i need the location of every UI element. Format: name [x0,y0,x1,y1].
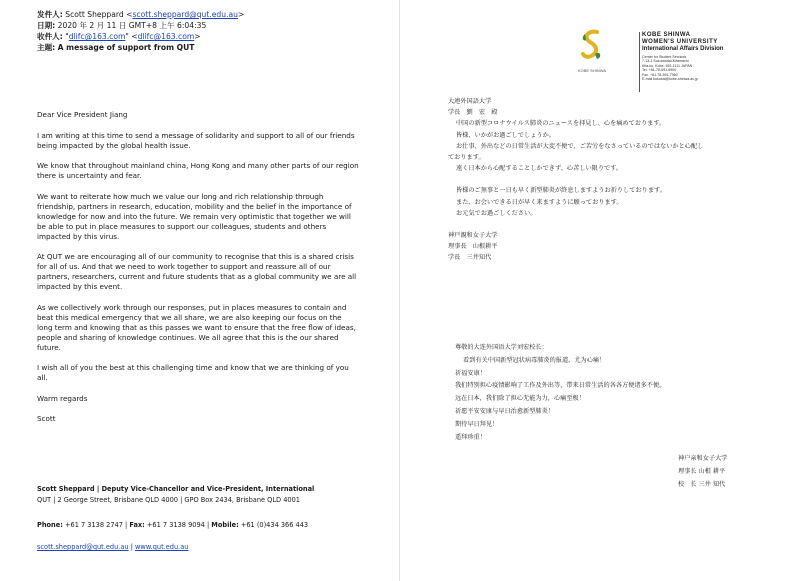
paragraph: I wish all of you the best at this challenging time and know that we are thinking of you all. [37,363,349,382]
email-signature [37,484,377,551]
signature-address: QUT | 2 George Street, Brisbane QLD 4000 | GPO Box 2434, Brisbane QLD 4001 [37,495,300,504]
paragraph: We know that throughout mainland china, Hong Kong and many other parts of our region there is uncertainty and fear. [37,161,359,180]
paragraph: I am writing at this time to send a message of solidarity and support to all of our friends being impacted by the global health issue. [37,130,355,150]
division-name: International Affairs Division [642,46,724,52]
chinese-signature: 神户亲和女子大学 理事长 山根 耕平 校 长 三井 知代 [678,455,728,488]
from-email-link[interactable]: scott.sheppard@qut.edu.au [132,10,238,19]
logo-caption: KOBE SHINWA [577,68,607,73]
university-letterhead: KOBE SHINWA WOMEN'S UNIVERSITY International Affairs Division Center for Student Services 7-13-1 Suzurandai-Kitamachi Kita-ku, Kobe, 651-1111 JAPAN Tel. +81-78-591-5900 Fax. +81-78-591-7960 E-mail kokusai@kobe-shinwa.ac.jp [642,32,723,81]
paragraph: We want to reiterate how much we value our long and rich relationship through friendship, partners in research, education, mobility and the belief in the importance of knowledge for now and into the future. We remain very optimistic that together we will be able to put in place measures to support our colleagues, students and others impacted by this virus. [37,191,352,241]
university-logo [577,28,607,76]
to-row: 收件人: "dlifc@163.com" <dlifc@163.com> [37,32,201,41]
letterhead-address: Center for Student Services 7-13-1 Suzurandai-Kitamachi Kita-ku, Kobe, 651-1111 JAPAN Tel. +81-78-591-5900 Fax. +81-78-591-7960 E-mail kokusai@kobe-shinwa.ac.jp [642,55,698,82]
contact-line: Phone: +61 7 3138 2747 | Fax: +61 7 3138 9094 | Mobile: +61 (0)434 366 443 [37,521,309,529]
to-name-link[interactable]: dlifc@163.com [68,32,126,41]
paragraph: At QUT we are encouraging all of our community to recognise that this is a shared crisis for all of us. And that we need to work together to support and reassure all of our partners, researchers, current and future students that as a global community we are all impacted by this event. [37,252,357,291]
date-row: 日期: 2020 年 2 月 11 日 GMT+8 上午 6:04:35 [37,21,207,30]
closing: Warm regards [37,393,88,403]
email-header [37,9,244,53]
signed-name: Scott [37,414,56,423]
japanese-letter: 大連外国語大学 学長 劉 宏 殿 中国の新型コロナウイルス肺炎のニュースを拝見し、心を痛めております。 皆様、いかがお過ごしでしょうか。 お仕事、外出などの日常生活が大変不便で、ご苦労をなさっているのではないかと心配し ております。 遠く日本から心配することしかできず、心苦しい限りです。 皆様のご無事と一日も早く新型肺炎が終息しますようお祈りしております。 また、お会いできる日が早く来ますように願っております。 お元気でお過ごしください。 神戸親和女子大学 理事長 山根耕平 学長 三井知代 [448,98,704,262]
letter-page [400,0,800,581]
salutation: Dear Vice President Jiang [37,110,128,119]
subject-row: 主题: A message of support from QUT [37,43,195,52]
letterhead-rule [639,32,640,92]
signature-title: Scott Sheppard | Deputy Vice-Chancellor and Vice-President, International [37,485,315,493]
to-email-link[interactable]: dlifc@163.com [137,32,195,41]
signature-email-link[interactable]: scott.sheppard@qut.edu.au [37,543,129,551]
letter-body [37,110,359,435]
from-row: 发件人: Scott Sheppard <scott.sheppard@qut.edu.au> [37,10,245,19]
website-link[interactable]: www.qut.edu.au [135,543,189,551]
signature-links: scott.sheppard@qut.edu.au | www.qut.edu.au [37,543,189,551]
chinese-letter: 尊敬的大连外国语大学刘宏校长： 看到有关中国新型冠状病毒肺炎的报道，尤为心痛！ 祈福安康！ 我们特别担心疫情影响了工作及外出等，带来日常生活的各各方便诸多不便。 远在日本，我们除了担心无能为力，心痛至极！ 祈愿平安安康与早日治愈新型肺炎！ 期待早日拜见！ 遥拜珍重！ [455,344,666,441]
paragraph: As we collectively work through our responses, put in places measures to contain and beat this medical emergency that we all share, we are also keeping our focus on the long term and knowing that as this passes we want to ensure that the free flow of ideas, people and sharing of knowledge continues. We all agree that this is the our shared future. [37,302,356,352]
